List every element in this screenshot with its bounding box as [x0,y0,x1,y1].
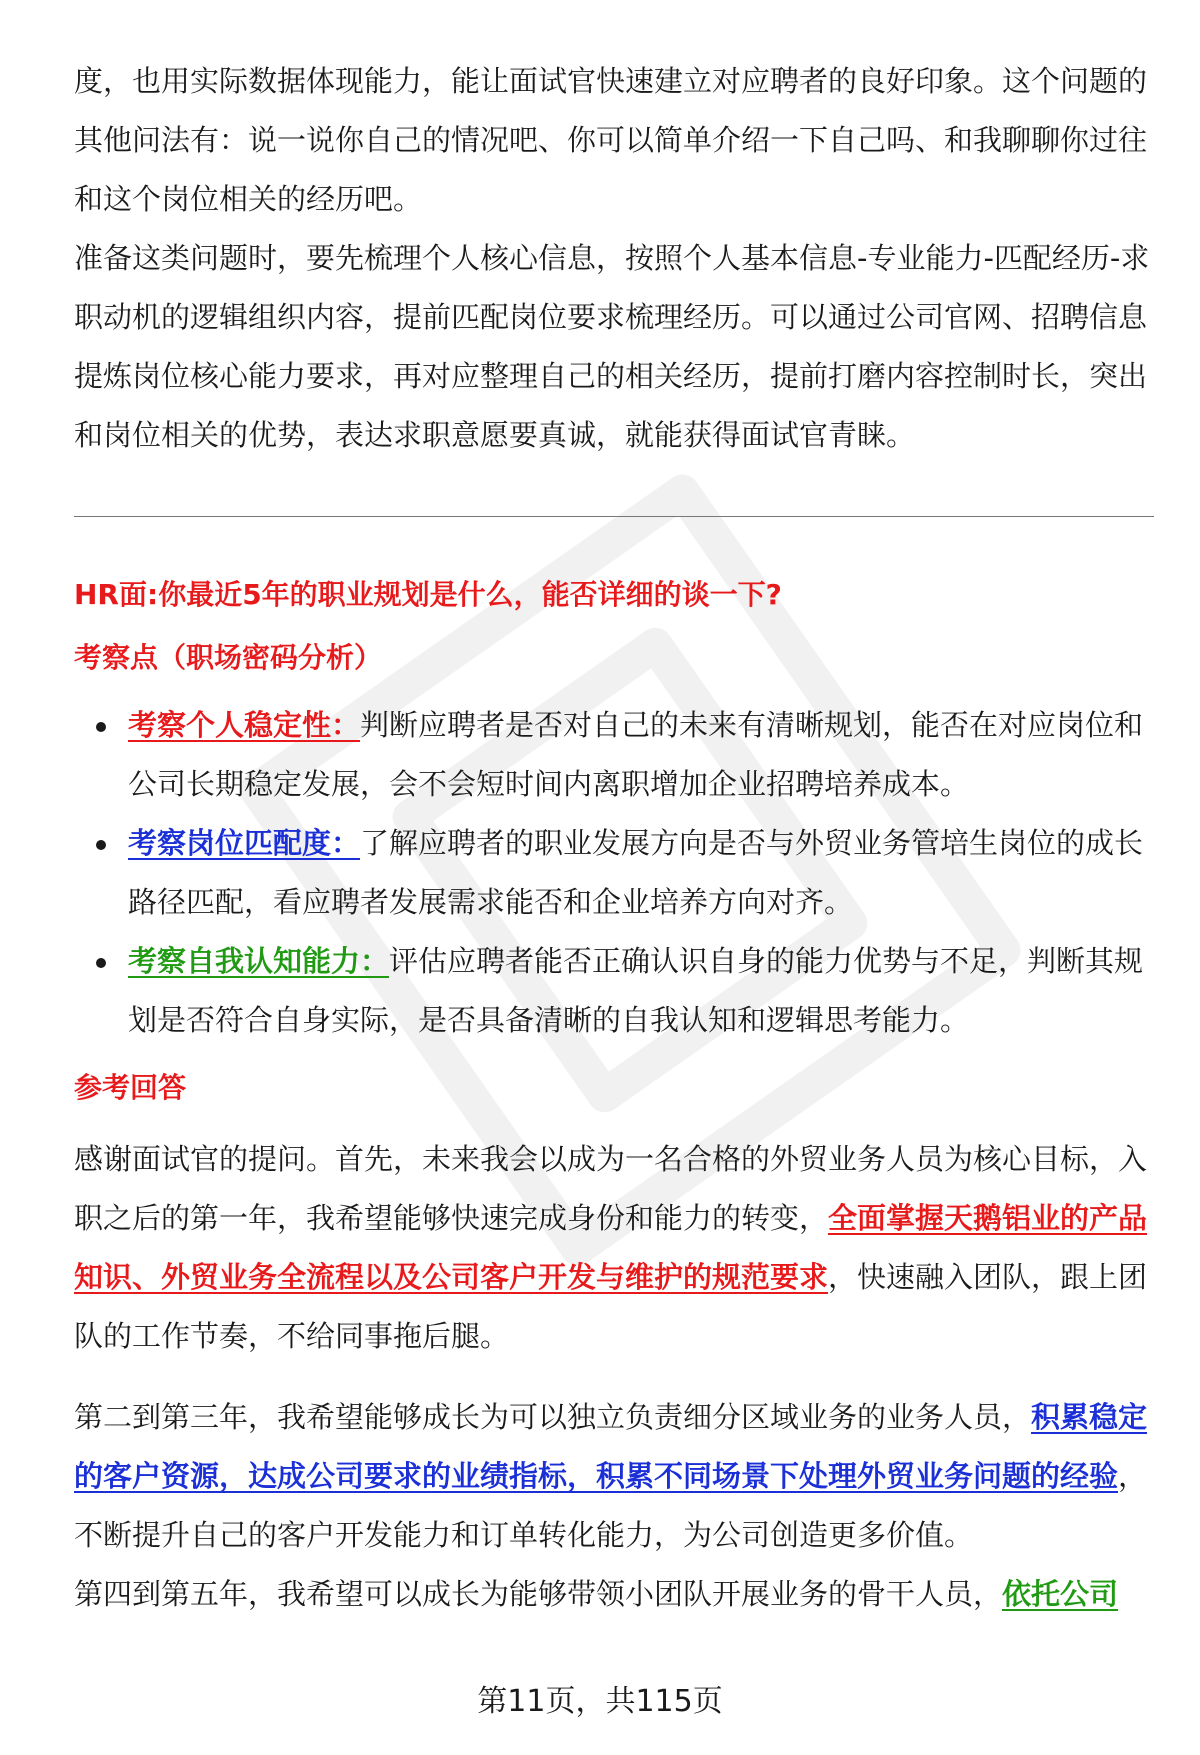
answer-paragraph-2 [74,1388,1154,1565]
answer-text: ，快速融入团队，跟上团队的工作节奏，不给同事拖后腿。 [74,1260,1148,1353]
answer-heading: 参考回答 [74,1071,187,1104]
analysis-point-stability [74,696,1154,814]
point-label: 考察个人稳定性： [128,708,361,742]
answer-highlight: 依托公司 [1002,1577,1119,1611]
question-title: HR面:你最近5年的职业规划是什么，能否详细的谈一下? [74,578,782,611]
answer-highlight: 全面掌握天鹅铝业的产品知识、外贸业务全流程以及公司客户开发与维护的规范要求 [74,1201,1148,1294]
point-label: 考察岗位匹配度： [128,826,361,860]
point-text: 评估应聘者能否正确认识自身的能力优势与不足，判断其规划是否符合自身实际，是否具备清晰的自我认知和逻辑思考能力。 [128,944,1144,1037]
point-label: 考察自我认知能力： [128,944,390,978]
answer-text: ，不断提升自己的客户开发能力和订单转化能力，为公司创造更多价值。 [74,1459,1148,1552]
page-footer: 第11页，共115页 [477,1684,723,1719]
answer-text: 感谢面试官的提问。首先，未来我会以成为一名合格的外贸业务人员为核心目标，入职之后的第一年，我希望能够快速完成身份和能力的转变， [74,1142,1148,1235]
point-text: 了解应聘者的职业发展方向是否与外贸业务管培生岗位的成长路径匹配，看应聘者发展需求能否和企业培养方向对齐。 [128,826,1144,919]
point-text: 判断应聘者是否对自己的未来有清晰规划，能否在对应岗位和公司长期稳定发展，会不会短时间内离职增加企业招聘培养成本。 [128,708,1144,801]
answer-paragraph-3 [74,1565,1154,1624]
intro-paragraph-1: 度，也用实际数据体现能力，能让面试官快速建立对应聘者的良好印象。这个问题的其他问法有：说一说你自己的情况吧、你可以简单介绍一下自己吗、和我聊聊你过往和这个岗位相关的经历吧。 [74,64,1148,216]
analysis-point-match [74,814,1154,932]
content-area [74,52,1154,1624]
intro-paragraph-2: 准备这类问题时，要先梳理个人核心信息，按照个人基本信息-专业能力-匹配经历-求职动机的逻辑组织内容，提前匹配岗位要求梳理经历。可以通过公司官网、招聘信息提炼岗位核心能力要求，再对应整理自己的相关经历，提前打磨内容控制时长，突出和岗位相关的优势，表达求职意愿要真诚，就能获得面试官青睐。 [74,241,1150,452]
answer-highlight: 积累稳定的客户资源，达成公司要求的业绩指标，积累不同场景下处理外贸业务问题的经验 [74,1400,1148,1493]
analysis-points-list [74,696,1154,1050]
analysis-heading: 考察点（职场密码分析） [74,641,383,674]
answer-text: 第二到第三年，我希望能够成长为可以独立负责细分区域业务的业务人员， [74,1400,1032,1434]
answer-paragraph-1 [74,1130,1154,1366]
analysis-point-self-awareness [74,932,1154,1050]
answer-text: 第四到第五年，我希望可以成长为能够带领小团队开展业务的骨干人员， [74,1577,1003,1611]
section-divider [74,516,1154,517]
